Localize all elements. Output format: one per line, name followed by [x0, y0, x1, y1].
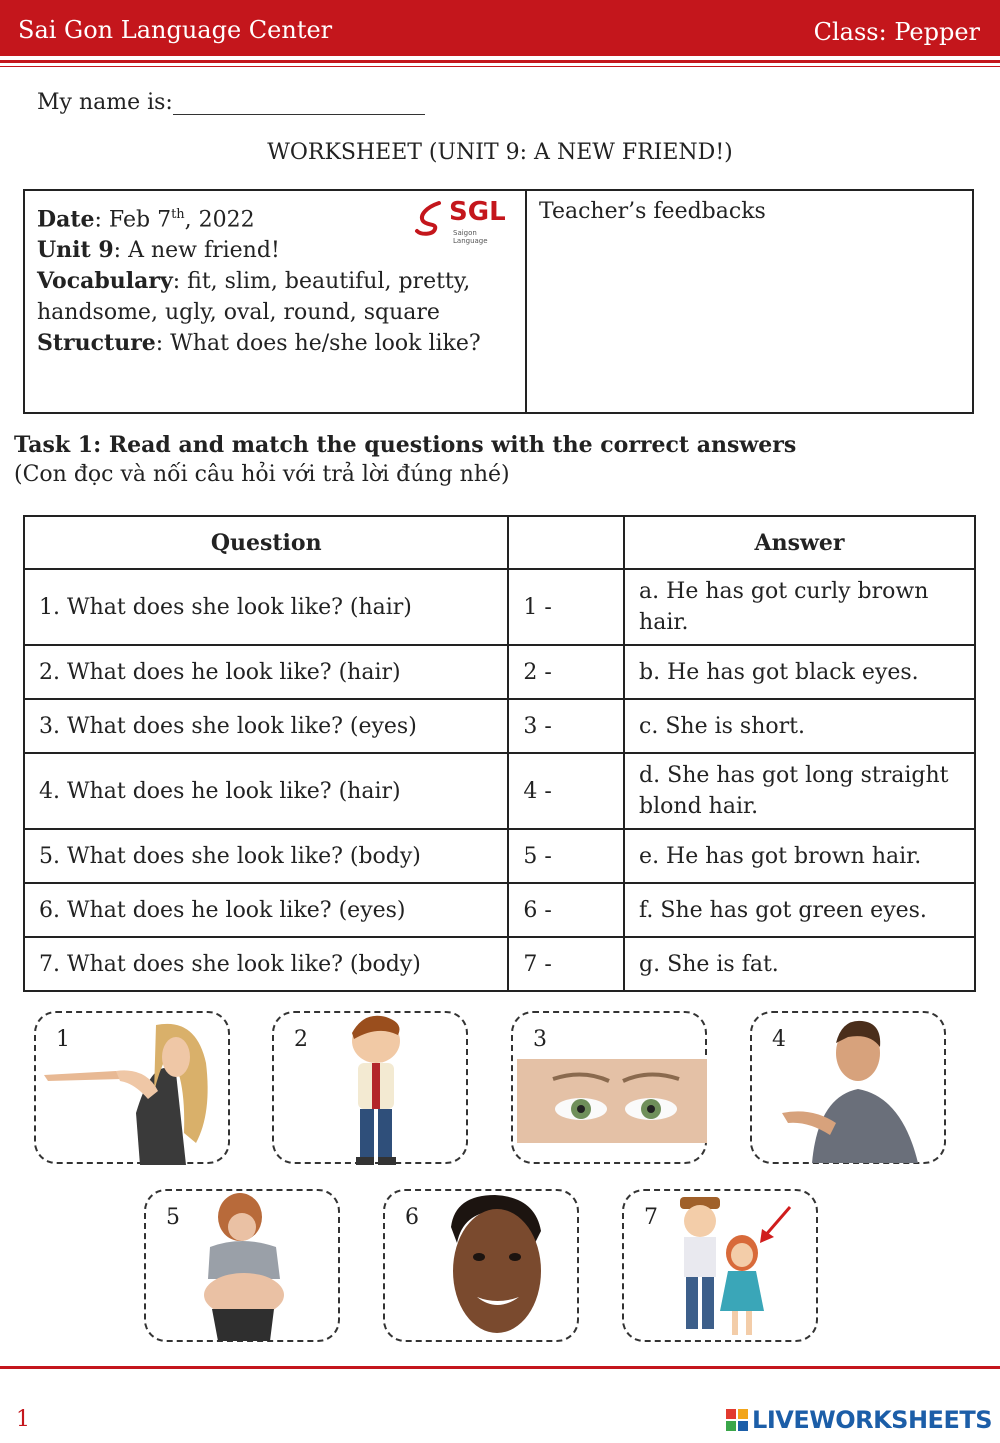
worksheet-title: WORKSHEET (UNIT 9: A NEW FRIEND!) [267, 140, 733, 165]
answer-slot[interactable]: 1 - [508, 569, 624, 645]
picture-card-2: 2 [272, 1011, 468, 1164]
picture-card-6: 6 [383, 1189, 579, 1342]
table-row [24, 937, 975, 991]
table-row [24, 645, 975, 699]
answer-slot[interactable]: 6 - [508, 883, 624, 937]
picture-card-7: 7 [622, 1189, 818, 1342]
structure-line: Structure: What does he/she look like? [37, 330, 481, 357]
header-answer: Answer [624, 516, 975, 569]
vocabulary-line: Vocabulary: fit, slim, beautiful, pretty, handsome, ugly, oval, round, square [37, 268, 471, 326]
answer-slot[interactable]: 4 - [508, 753, 624, 829]
answer-cell: f. She has got green eyes. [624, 883, 975, 937]
question-cell: 7. What does she look like? (body) [24, 937, 508, 991]
sgl-logo: SGL Saigon Language [413, 197, 513, 241]
picture-card-1: 1 [34, 1011, 230, 1164]
task-title: Task 1: Read and match the questions with the correct answers [14, 432, 797, 458]
unit-line: Unit 9: A new friend! [37, 237, 280, 264]
match-table [23, 515, 976, 992]
answer-cell: d. She has got long straight blond hair. [624, 753, 975, 829]
header-bar [0, 0, 1000, 56]
liveworksheets-logo[interactable]: LIVEWORKSHEETS [726, 1406, 992, 1434]
date-line: Date: Feb 7th, 2022 [37, 206, 255, 233]
picture-card-5: 5 [144, 1189, 340, 1342]
table-row [24, 829, 975, 883]
answer-cell: c. She is short. [624, 699, 975, 753]
answer-cell: a. He has got curly brown hair. [624, 569, 975, 645]
question-cell: 5. What does she look like? (body) [24, 829, 508, 883]
center-name: Sai Gon Language Center [18, 16, 333, 44]
page-number: 1 [16, 1407, 30, 1432]
table-row [24, 569, 975, 645]
answer-cell: e. He has got brown hair. [624, 829, 975, 883]
sgl-swirl-icon [413, 199, 449, 239]
name-prompt: My name is: [37, 90, 173, 115]
question-cell: 2. What does he look like? (hair) [24, 645, 508, 699]
table-row [24, 699, 975, 753]
answer-cell: g. She is fat. [624, 937, 975, 991]
answer-cell: b. He has got black eyes. [624, 645, 975, 699]
info-box [23, 189, 974, 414]
table-row [24, 883, 975, 937]
answer-slot[interactable]: 3 - [508, 699, 624, 753]
answer-slot[interactable]: 7 - [508, 937, 624, 991]
footer-divider [0, 1366, 1000, 1369]
question-cell: 4. What does he look like? (hair) [24, 753, 508, 829]
answer-slot[interactable]: 5 - [508, 829, 624, 883]
name-blank[interactable] [173, 92, 425, 115]
question-cell: 6. What does he look like? (eyes) [24, 883, 508, 937]
liveworksheets-blocks-icon [726, 1409, 748, 1431]
teacher-feedback: Teacher’s feedbacks [539, 199, 766, 224]
header-question: Question [24, 516, 508, 569]
header-divider-thin [0, 66, 1000, 67]
task-subtitle: (Con đọc và nối câu hỏi với trả lời đúng nhé) [14, 462, 510, 487]
lesson-info [25, 191, 527, 412]
picture-card-4: 4 [750, 1011, 946, 1164]
header-blank [508, 516, 624, 569]
name-line [37, 90, 425, 115]
question-cell: 3. What does she look like? (eyes) [24, 699, 508, 753]
table-row [24, 753, 975, 829]
picture-card-3: 3 [511, 1011, 707, 1164]
header-divider [0, 60, 1000, 63]
table-header-row [24, 516, 975, 569]
answer-slot[interactable]: 2 - [508, 645, 624, 699]
question-cell: 1. What does she look like? (hair) [24, 569, 508, 645]
class-label: Class: Pepper [813, 18, 980, 46]
